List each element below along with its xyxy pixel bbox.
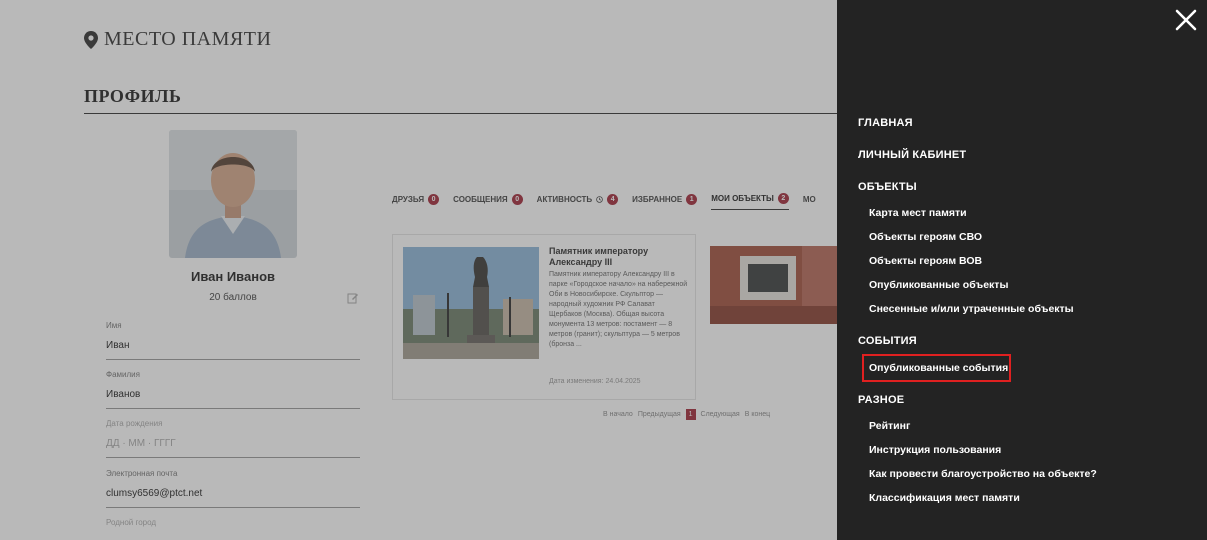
pager-next[interactable]: Следующая xyxy=(700,411,740,418)
pager-current[interactable]: 1 xyxy=(686,409,696,420)
user-points: 20 баллов xyxy=(209,292,257,303)
menu-item-rating[interactable]: Рейтинг xyxy=(869,420,911,432)
count-badge: 0 xyxy=(428,194,439,205)
menu-item-cabinet[interactable]: ЛИЧНЫЙ КАБИНЕТ xyxy=(858,149,967,161)
field-value[interactable]: clumsy6569@ptct.net xyxy=(106,488,360,508)
menu-section-misc[interactable]: РАЗНОЕ xyxy=(858,394,905,406)
count-badge: 0 xyxy=(512,194,523,205)
site-logo-text: МЕСТО ПАМЯТИ xyxy=(104,28,272,50)
page-title: ПРОФИЛЬ xyxy=(84,86,182,106)
field-value[interactable]: Иван xyxy=(106,340,360,360)
field-value[interactable]: Иванов xyxy=(106,389,360,409)
menu-item-published-objects[interactable]: Опубликованные объекты xyxy=(869,279,1009,291)
selection-highlight xyxy=(862,354,1011,382)
tab-label: ИЗБРАННОЕ xyxy=(632,194,683,204)
menu-item-instructions[interactable]: Инструкция пользования xyxy=(869,444,1002,456)
menu-item-published-events-wrap xyxy=(858,362,1198,374)
tab-label: АКТИВНОСТЬ xyxy=(536,194,593,204)
field-label: Фамилия xyxy=(106,370,140,379)
field-label: Имя xyxy=(106,321,122,330)
object-date: Дата изменения: 24.04.2025 xyxy=(549,378,641,385)
pager-first[interactable]: В начало xyxy=(603,411,633,418)
field-label: Дата рождения xyxy=(106,419,163,428)
close-icon[interactable] xyxy=(1175,9,1197,31)
menu-item-lost-objects[interactable]: Снесенные и/или утраченные объекты xyxy=(869,303,1074,315)
count-badge: 2 xyxy=(778,193,789,204)
menu-section-events[interactable]: СОБЫТИЯ xyxy=(858,335,917,347)
tab-label: МО xyxy=(802,194,816,204)
field-label: Родной город xyxy=(106,518,157,527)
field-label: Электронная почта xyxy=(106,469,178,478)
menu-section-objects[interactable]: ОБЪЕКТЫ xyxy=(858,181,917,193)
side-menu xyxy=(837,0,1207,540)
count-badge: 1 xyxy=(686,194,697,205)
count-badge: 4 xyxy=(607,194,618,205)
tab-label: МОИ ОБЪЕКТЫ xyxy=(711,194,774,203)
tab-label: ДРУЗЬЯ xyxy=(392,194,425,204)
pager-last[interactable]: В конец xyxy=(744,411,771,418)
object-description: Памятник императору Александру III в парке «Городское начало» на набережной Оби в Новосибирске. Скульптор — народный художник РФ Салават Щербаков (Москва). Общая высота монумента 13 метров: постамент — 8 метров (гранит); скульптура — 5 метров (бронза ... xyxy=(549,271,688,348)
user-name: Иван Иванов xyxy=(190,269,276,284)
object-title[interactable]: Памятник императору Александру III xyxy=(549,246,649,267)
menu-item-improvement[interactable]: Как провести благоустройство на объекте? xyxy=(869,468,1097,480)
menu-item-published-events[interactable]: Опубликованные события xyxy=(869,362,1009,374)
menu-item-main[interactable]: ГЛАВНАЯ xyxy=(858,117,913,129)
tab-label: СООБЩЕНИЯ xyxy=(453,194,508,204)
menu-item-svo-objects[interactable]: Объекты героям СВО xyxy=(869,231,983,243)
field-value[interactable]: ДД · ММ · ГГГГ xyxy=(106,438,360,458)
pager-prev[interactable]: Предыдущая xyxy=(637,411,681,418)
menu-item-vov-objects[interactable]: Объекты героям ВОВ xyxy=(869,255,983,267)
menu-item-classification[interactable]: Классификация мест памяти xyxy=(869,492,1020,504)
menu-item-memory-map[interactable]: Карта мест памяти xyxy=(869,207,967,219)
